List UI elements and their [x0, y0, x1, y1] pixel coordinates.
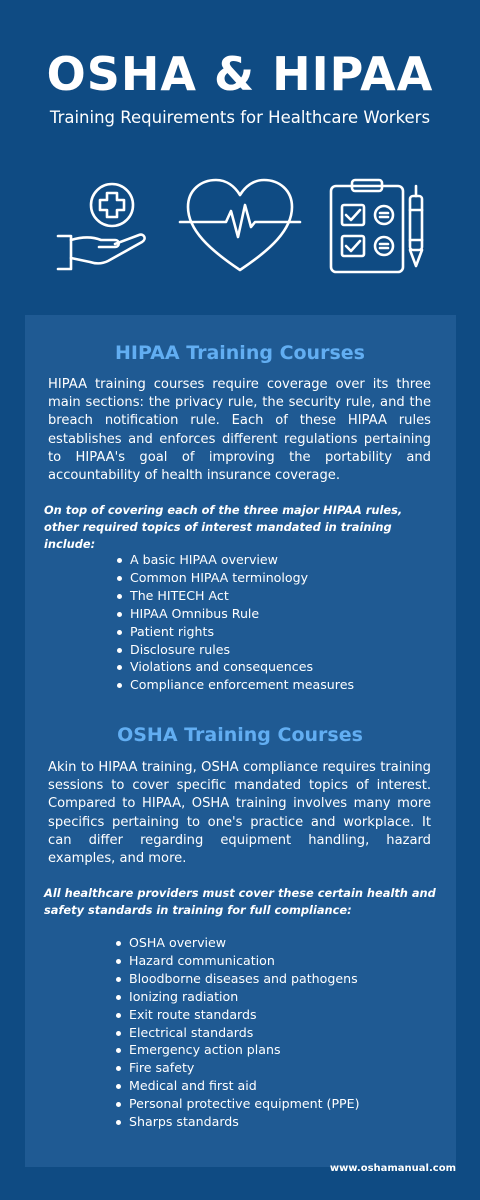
- osha-paragraph: Akin to HIPAA training, OSHA compliance requires training sessions to cover specific mandated topics of interest. Compared to HIPAA, OSHA training involves many more specifics pertaining to one's practice and workplace. It can differ regarding equipment handling, hazard examples, and more.: [48, 760, 431, 867]
- list-item: OSHA overview: [114, 934, 360, 952]
- list-item: Common HIPAA terminology: [115, 569, 354, 587]
- clipboard-checklist-with-pen-icon: [326, 178, 430, 278]
- list-item: Medical and first aid: [114, 1077, 360, 1095]
- list-item: Compliance enforcement measures: [115, 676, 354, 694]
- list-item: Electrical standards: [114, 1024, 360, 1042]
- hipaa-paragraph: HIPAA training courses require coverage over its three main sections: the privacy rule, the security rule, and the breach notification rule. Each of these HIPAA rules establishes and enforces different regulations pertaining to HIPAA's goal of improving the portability and accountability of health insurance coverage.: [48, 377, 431, 484]
- list-item: Sharps standards: [114, 1113, 360, 1131]
- page-subtitle: Training Requirements for Healthcare Workers: [49, 108, 431, 127]
- list-item: HIPAA Omnibus Rule: [115, 605, 354, 623]
- list-item: Violations and consequences: [115, 658, 354, 676]
- footer-url: www.oshamanual.com: [329, 1163, 456, 1174]
- hipaa-note: On top of covering each of the three major HIPAA rules, other required topics of interest mandated in training include:: [44, 503, 403, 551]
- icon-row: [0, 172, 480, 282]
- list-item: The HITECH Act: [115, 587, 354, 605]
- hand-with-medical-cross-icon: [52, 178, 156, 278]
- page-title: OSHA & HIPAA: [46, 47, 434, 101]
- hipaa-topic-list: [115, 551, 354, 694]
- list-item: A basic HIPAA overview: [115, 551, 354, 569]
- list-item: Disclosure rules: [115, 641, 354, 659]
- list-item: Hazard communication: [114, 952, 360, 970]
- osha-section-title: OSHA Training Courses: [117, 724, 363, 746]
- list-item: Fire safety: [114, 1059, 360, 1077]
- osha-note: All healthcare providers must cover these certain health and safety standards in training for full compliance:: [44, 886, 436, 917]
- heart-with-heartbeat-icon: [178, 176, 302, 276]
- osha-topic-list: [114, 934, 360, 1131]
- list-item: Patient rights: [115, 623, 354, 641]
- list-item: Ionizing radiation: [114, 988, 360, 1006]
- list-item: Emergency action plans: [114, 1041, 360, 1059]
- hipaa-section-title: HIPAA Training Courses: [115, 342, 365, 364]
- list-item: Exit route standards: [114, 1006, 360, 1024]
- list-item: Personal protective equipment (PPE): [114, 1095, 360, 1113]
- list-item: Bloodborne diseases and pathogens: [114, 970, 360, 988]
